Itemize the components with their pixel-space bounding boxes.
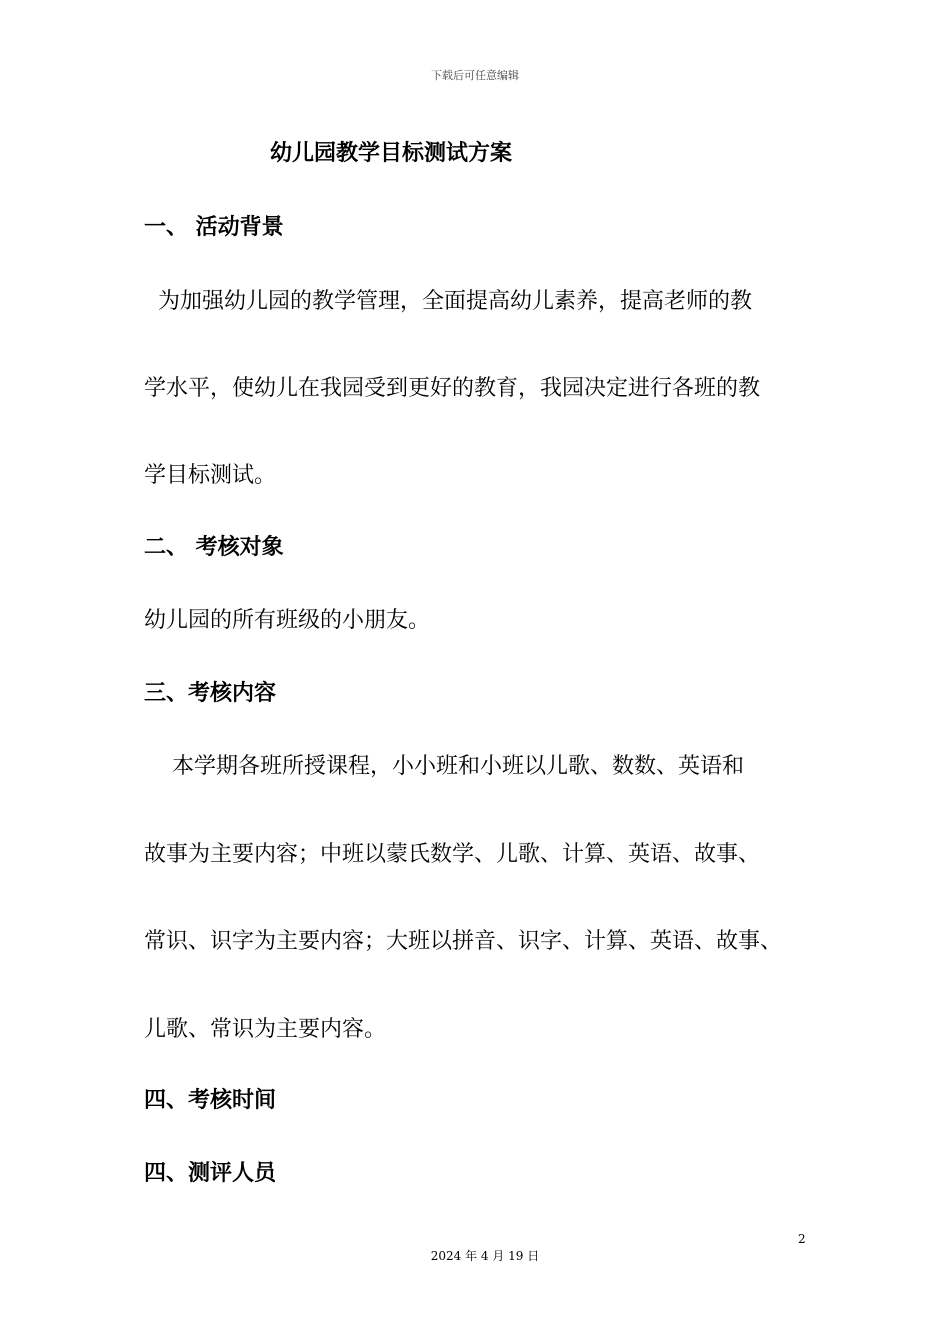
page-number: 2: [798, 1232, 806, 1246]
section-heading-time: 四、考核时间: [144, 1088, 277, 1113]
paragraph-line: 学水平，使幼儿在我园受到更好的教育，我园决定进行各班的教: [144, 376, 761, 401]
paragraph-line: 儿歌、常识为主要内容。: [144, 1017, 387, 1042]
footer-date: 2024 年 4 月 19 日: [430, 1249, 540, 1263]
section-heading-target: 二、 考核对象: [144, 535, 284, 560]
paragraph-line: 为加强幼儿园的教学管理，全面提高幼儿素养，提高老师的教: [144, 289, 752, 314]
document-title: 幼儿园教学目标测试方案: [270, 141, 513, 166]
paragraph-line: 学目标测试。: [144, 463, 277, 488]
paragraph-line: 常识、识字为主要内容；大班以拼音、识字、计算、英语、故事、: [144, 929, 783, 954]
paragraph-line: 幼儿园的所有班级的小朋友。: [144, 608, 431, 633]
paragraph-line: 故事为主要内容；中班以蒙氏数学、儿歌、计算、英语、故事、: [144, 842, 761, 867]
section-heading-evaluators: 四、测评人员: [144, 1161, 277, 1186]
section-heading-content: 三、考核内容: [144, 681, 277, 706]
paragraph-line: 本学期各班所授课程，小小班和小班以儿歌、数数、英语和: [144, 754, 744, 779]
section-heading-background: 一、 活动背景: [144, 215, 284, 240]
page-header: 下载后可任意编辑: [431, 69, 519, 82]
